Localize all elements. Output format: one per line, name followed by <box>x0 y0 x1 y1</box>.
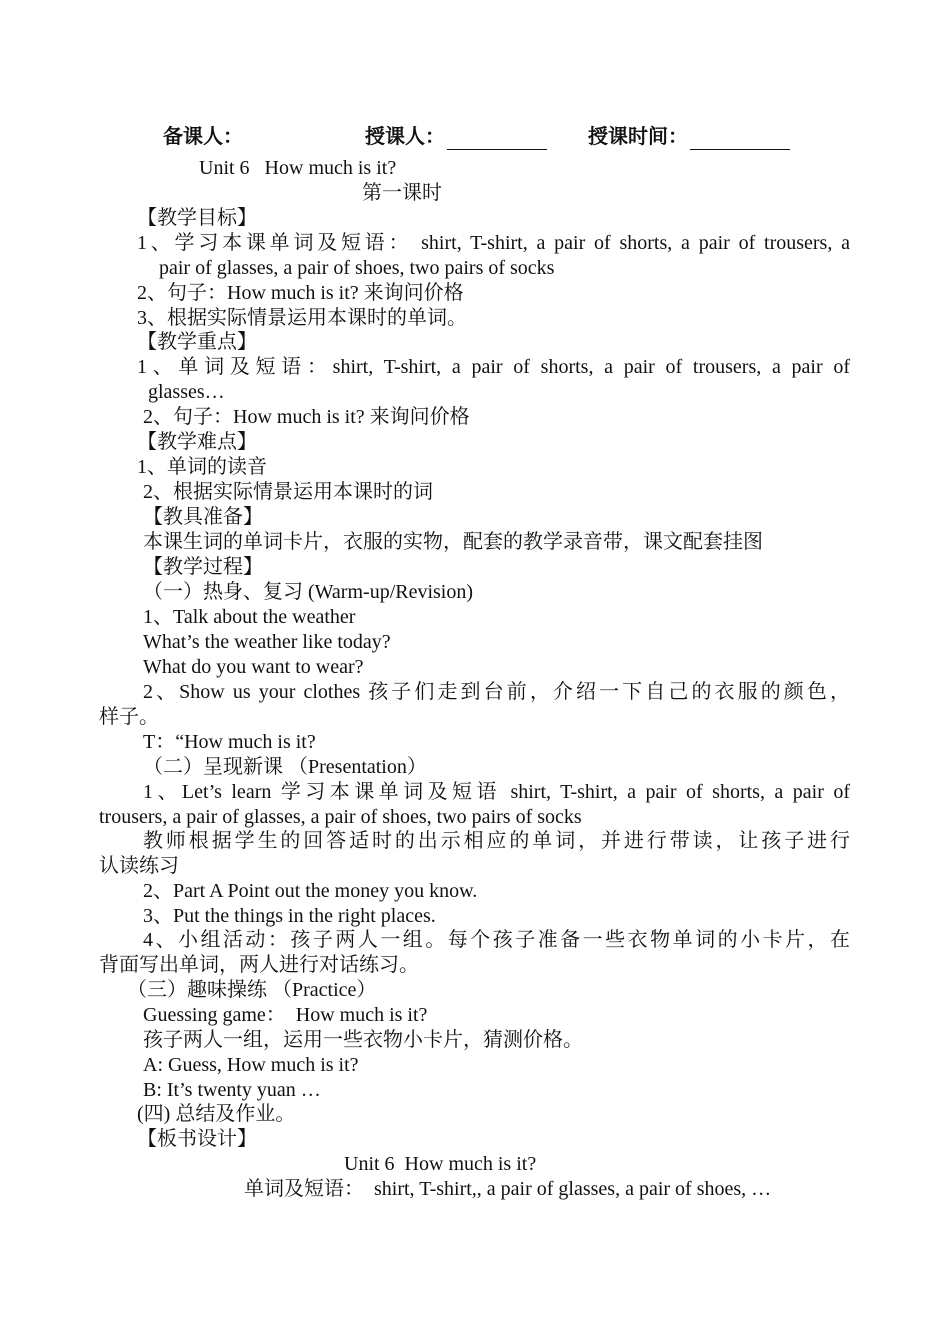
difficulties-heading: 【教学难点】 <box>137 431 257 453</box>
summary-heading: (四) 总结及作业。 <box>137 1103 296 1125</box>
practice-heading: （三）趣味操练 （Practice） <box>127 979 377 1001</box>
prep-teacher-label: 备课人： <box>163 126 243 148</box>
warmup-heading: （一）热身、复习 (Warm-up/Revision) <box>143 581 474 603</box>
objective-3: 3、根据实际情景运用本课时的单词。 <box>137 307 467 329</box>
presentation-note-line-2: 认读练习 <box>99 855 179 877</box>
process-heading: 【教学过程】 <box>143 556 263 578</box>
presentation-step-1-line-2: trousers, a pair of glasses, a pair of shoes, two pairs of socks <box>99 806 582 828</box>
dialogue-b: B: It’s twenty yuan … <box>143 1079 321 1101</box>
teacher-label-text: 授课人： <box>365 126 445 148</box>
time-label-text: 授课时间： <box>588 126 688 148</box>
materials-heading: 【教具准备】 <box>143 506 263 528</box>
objective-1-line-1: 1、学习本课单词及短语： shirt, T-shirt, a pair of shorts, a pair of trousers, a <box>137 232 850 254</box>
objective-2: 2、句子：How much is it? 来询问价格 <box>137 282 464 304</box>
difficulty-2: 2、根据实际情景运用本课时的词 <box>143 481 433 503</box>
keypoint-1-line-2: glasses… <box>148 381 225 403</box>
unit-title: Unit 6 How much is it? <box>199 157 397 179</box>
keypoints-heading: 【教学重点】 <box>137 331 257 353</box>
warmup-question-1: What’s the weather like today? <box>143 631 391 653</box>
presentation-step-4-line-2: 背面写出单词，两人进行对话练习。 <box>99 954 419 976</box>
objective-1-line-2: pair of glasses, a pair of shoes, two pairs of socks <box>159 257 555 279</box>
presentation-heading: （二）呈现新课 （Presentation） <box>143 756 427 778</box>
presentation-step-4-line-1: 4、小组活动：孩子两人一组。每个孩子准备一些衣物单词的小卡片，在 <box>143 929 850 951</box>
dialogue-a: A: Guess, How much is it? <box>143 1054 359 1076</box>
warmup-step-1: 1、Talk about the weather <box>143 606 356 628</box>
guessing-game: Guessing game： How much is it? <box>143 1004 428 1026</box>
objectives-heading: 【教学目标】 <box>137 207 257 229</box>
presentation-step-2: 2、Part A Point out the money you know. <box>143 880 478 902</box>
board-words: 单词及短语： shirt, T-shirt,, a pair of glasses, a pair of shoes, … <box>244 1178 772 1200</box>
warmup-teacher-line: T：“How much is it? <box>143 731 316 753</box>
lesson-label: 第一课时 <box>362 182 442 204</box>
board-title: Unit 6 How much is it? <box>344 1153 537 1175</box>
difficulty-1: 1、单词的读音 <box>137 456 267 478</box>
warmup-step-2-line-2: 样子。 <box>99 706 159 728</box>
keypoint-1-line-1: 1、单词及短语：shirt, T-shirt, a pair of shorts, a pair of trousers, a pair of <box>137 356 850 378</box>
presentation-note-line-1: 教师根据学生的回答适时的出示相应的单词，并进行带读，让孩子进行 <box>143 830 850 852</box>
teacher-label <box>365 124 547 150</box>
keypoint-2: 2、句子：How much is it? 来询问价格 <box>143 406 470 428</box>
presentation-step-3: 3、Put the things in the right places. <box>143 905 436 927</box>
board-heading: 【板书设计】 <box>137 1128 257 1150</box>
teacher-blank <box>447 129 547 150</box>
warmup-step-2-line-1: 2、Show us your clothes 孩子们走到台前，介绍一下自己的衣服的颜色， <box>143 681 850 703</box>
time-label <box>588 124 790 150</box>
time-blank <box>690 129 790 150</box>
presentation-step-1-line-1: 1、Let’s learn 学习本课单词及短语 shirt, T-shirt, a pair of shorts, a pair of <box>143 781 850 803</box>
materials-text: 本课生词的单词卡片，衣服的实物，配套的教学录音带，课文配套挂图 <box>143 531 763 553</box>
guessing-game-instruction: 孩子两人一组，运用一些衣物小卡片，猜测价格。 <box>143 1029 583 1051</box>
warmup-question-2: What do you want to wear? <box>143 656 364 678</box>
